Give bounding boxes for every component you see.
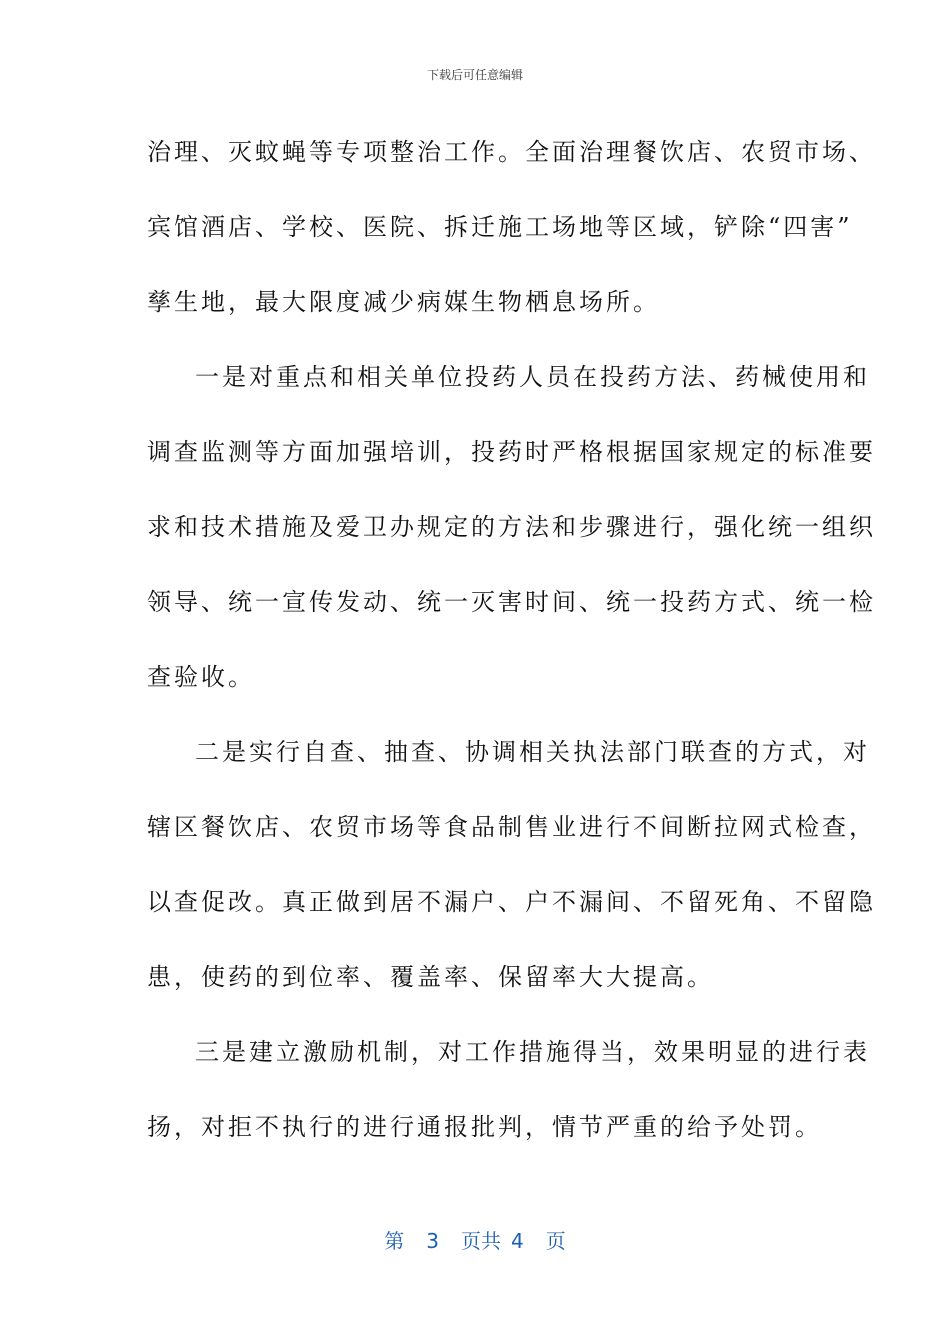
total-pages-number: 4 bbox=[511, 1229, 524, 1253]
text-line: 患，使药的到位率、覆盖率、保留率大大提高。 bbox=[147, 963, 714, 991]
text-line: 求和技术措施及爱卫办规定的方法和步骤进行，强化统一组织 bbox=[147, 513, 876, 541]
footer-suffix: 页 bbox=[545, 1229, 566, 1253]
document-body bbox=[147, 115, 876, 1165]
text-line: 查验收。 bbox=[147, 663, 255, 691]
current-page-number: 3 bbox=[426, 1229, 439, 1253]
text-line: 以查促改。真正做到居不漏户、户不漏间、不留死角、不留隐 bbox=[147, 888, 876, 916]
paragraph-first-line: 一是对重点和相关单位投药人员在投药方法、药械使用和 bbox=[195, 363, 870, 391]
footer-middle: 页共 bbox=[461, 1229, 501, 1253]
text-line: 辖区餐饮店、农贸市场等食品制售业进行不间断拉网式检查， bbox=[147, 813, 876, 841]
header-note: 下载后可任意编辑 bbox=[426, 68, 523, 82]
paragraph-first-line: 三是建立激励机制，对工作措施得当，效果明显的进行表 bbox=[195, 1038, 870, 1066]
footer-prefix: 第 bbox=[384, 1229, 405, 1253]
text-line: 调查监测等方面加强培训，投药时严格根据国家规定的标准要 bbox=[147, 438, 876, 466]
text-line: 孳生地，最大限度减少病媒生物栖息场所。 bbox=[147, 288, 660, 316]
paragraph-first-line: 二是实行自查、抽查、协调相关执法部门联查的方式，对 bbox=[195, 738, 870, 766]
page-number-footer bbox=[0, 1225, 950, 1254]
text-line: 扬，对拒不执行的进行通报批判，情节严重的给予处罚。 bbox=[147, 1113, 822, 1141]
text-line: 领导、统一宣传发动、统一灭害时间、统一投药方式、统一检 bbox=[147, 588, 876, 616]
text-line: 治理、灭蚊蝇等专项整治工作。全面治理餐饮店、农贸市场、 bbox=[147, 138, 876, 166]
text-line: 宾馆酒店、学校、医院、拆迁施工场地等区域，铲除“四害” bbox=[147, 213, 853, 241]
